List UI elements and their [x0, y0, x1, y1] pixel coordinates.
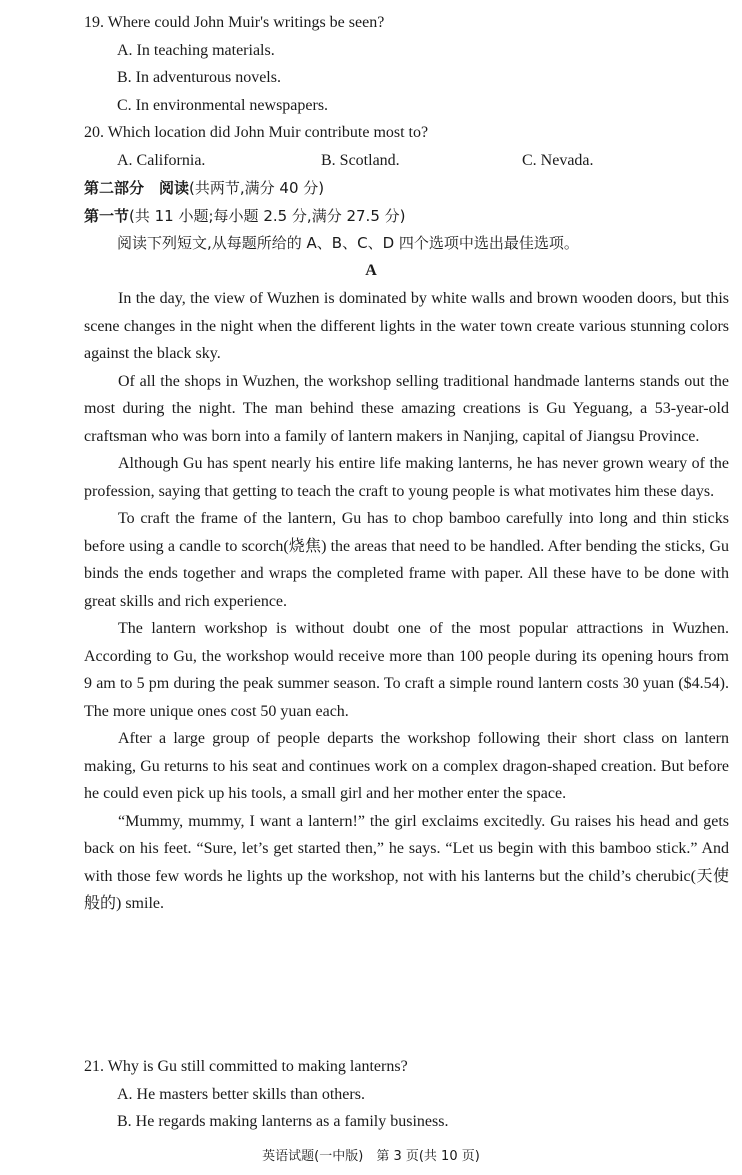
question-21-option-a: A. He masters better skills than others.	[117, 1086, 365, 1103]
paragraph-7: “Mummy, mummy, I want a lantern!” the girl exclaims excitedly. Gu raises his head and gets back on his feet. “Sure, let’s get started then,” he says. “Let us begin with this bamboo stick.” And with those few words he lights up the workshop, not with his lanterns but the child’s cherubic(天使般的) smile.	[84, 812, 729, 912]
page-footer: 英语试题(一中版) 第 3 页(共 10 页)	[262, 1149, 480, 1164]
section-one-title: 第一节	[84, 207, 130, 225]
passage-body	[84, 285, 729, 918]
section-one-detail: (共 11 小题;每小题 2.5 分,满分 27.5 分)	[129, 207, 406, 225]
question-19-option-a: A. In teaching materials.	[117, 42, 275, 59]
question-19-stem: 19. Where could John Muir's writings be seen?	[84, 14, 385, 31]
question-20-option-c: C. Nevada.	[522, 152, 594, 169]
instruction-text: 阅读下列短文,从每题所给的 A、B、C、D 四个选项中选出最佳选项。	[117, 234, 579, 252]
part-two-heading	[84, 178, 324, 198]
part-two-detail: (共两节,满分 40 分)	[189, 179, 325, 197]
paragraph-1: In the day, the view of Wuzhen is dominated by white walls and brown wooden doors, but this scene changes in the night when the different lights in the water town create various stunning colors against the black sky.	[84, 290, 729, 362]
paragraph-2: Of all the shops in Wuzhen, the workshop selling traditional handmade lanterns stands out the most during the night. The man behind these amazing creations is Gu Yeguang, a 53-year-old craftsman who was born into a family of lantern makers in Nanjing, capital of Jiangsu Province.	[84, 372, 729, 445]
paragraph-4: To craft the frame of the lantern, Gu has to chop bamboo carefully into long and thin sticks before using a candle to scorch(烧焦) the areas that need to be handled. After bending the sticks, Gu binds the ends together and wraps the completed frame with paper. All these have to be done with great skills and rich experience.	[84, 510, 729, 610]
paragraph-3: Although Gu has spent nearly his entire life making lanterns, he has never grown weary of the profession, saying that getting to teach the craft to young people is what motivates him these days.	[84, 455, 729, 500]
question-20-option-b: B. Scotland.	[321, 152, 400, 169]
question-19-option-c: C. In environmental newspapers.	[117, 97, 329, 114]
question-21-stem: 21. Why is Gu still committed to making lanterns?	[84, 1058, 408, 1075]
question-20-option-a: A. California.	[117, 152, 206, 169]
part-two-title: 第二部分 阅读	[84, 179, 190, 197]
paragraph-6: After a large group of people departs the workshop following their short class on lantern making, Gu returns to his seat and continues work on a complex dragon-shaped creation. But before he could even pick up his tools, a small girl and her mother enter the space.	[84, 730, 729, 802]
paragraph-5: The lantern workshop is without doubt one of the most popular attractions in Wuzhen. According to Gu, the workshop would receive more than 100 people during its opening hours from 9 am to 5 pm during the peak summer season. To craft a simple round lantern costs 30 yuan ($4.54). The more unique ones cost 50 yuan each.	[84, 620, 729, 720]
section-one-heading	[84, 206, 406, 226]
question-21-option-b: B. He regards making lanterns as a family business.	[117, 1113, 449, 1130]
question-19-option-b: B. In adventurous novels.	[117, 69, 281, 86]
question-20-stem: 20. Which location did John Muir contribute most to?	[84, 124, 429, 141]
passage-label: A	[365, 262, 377, 279]
